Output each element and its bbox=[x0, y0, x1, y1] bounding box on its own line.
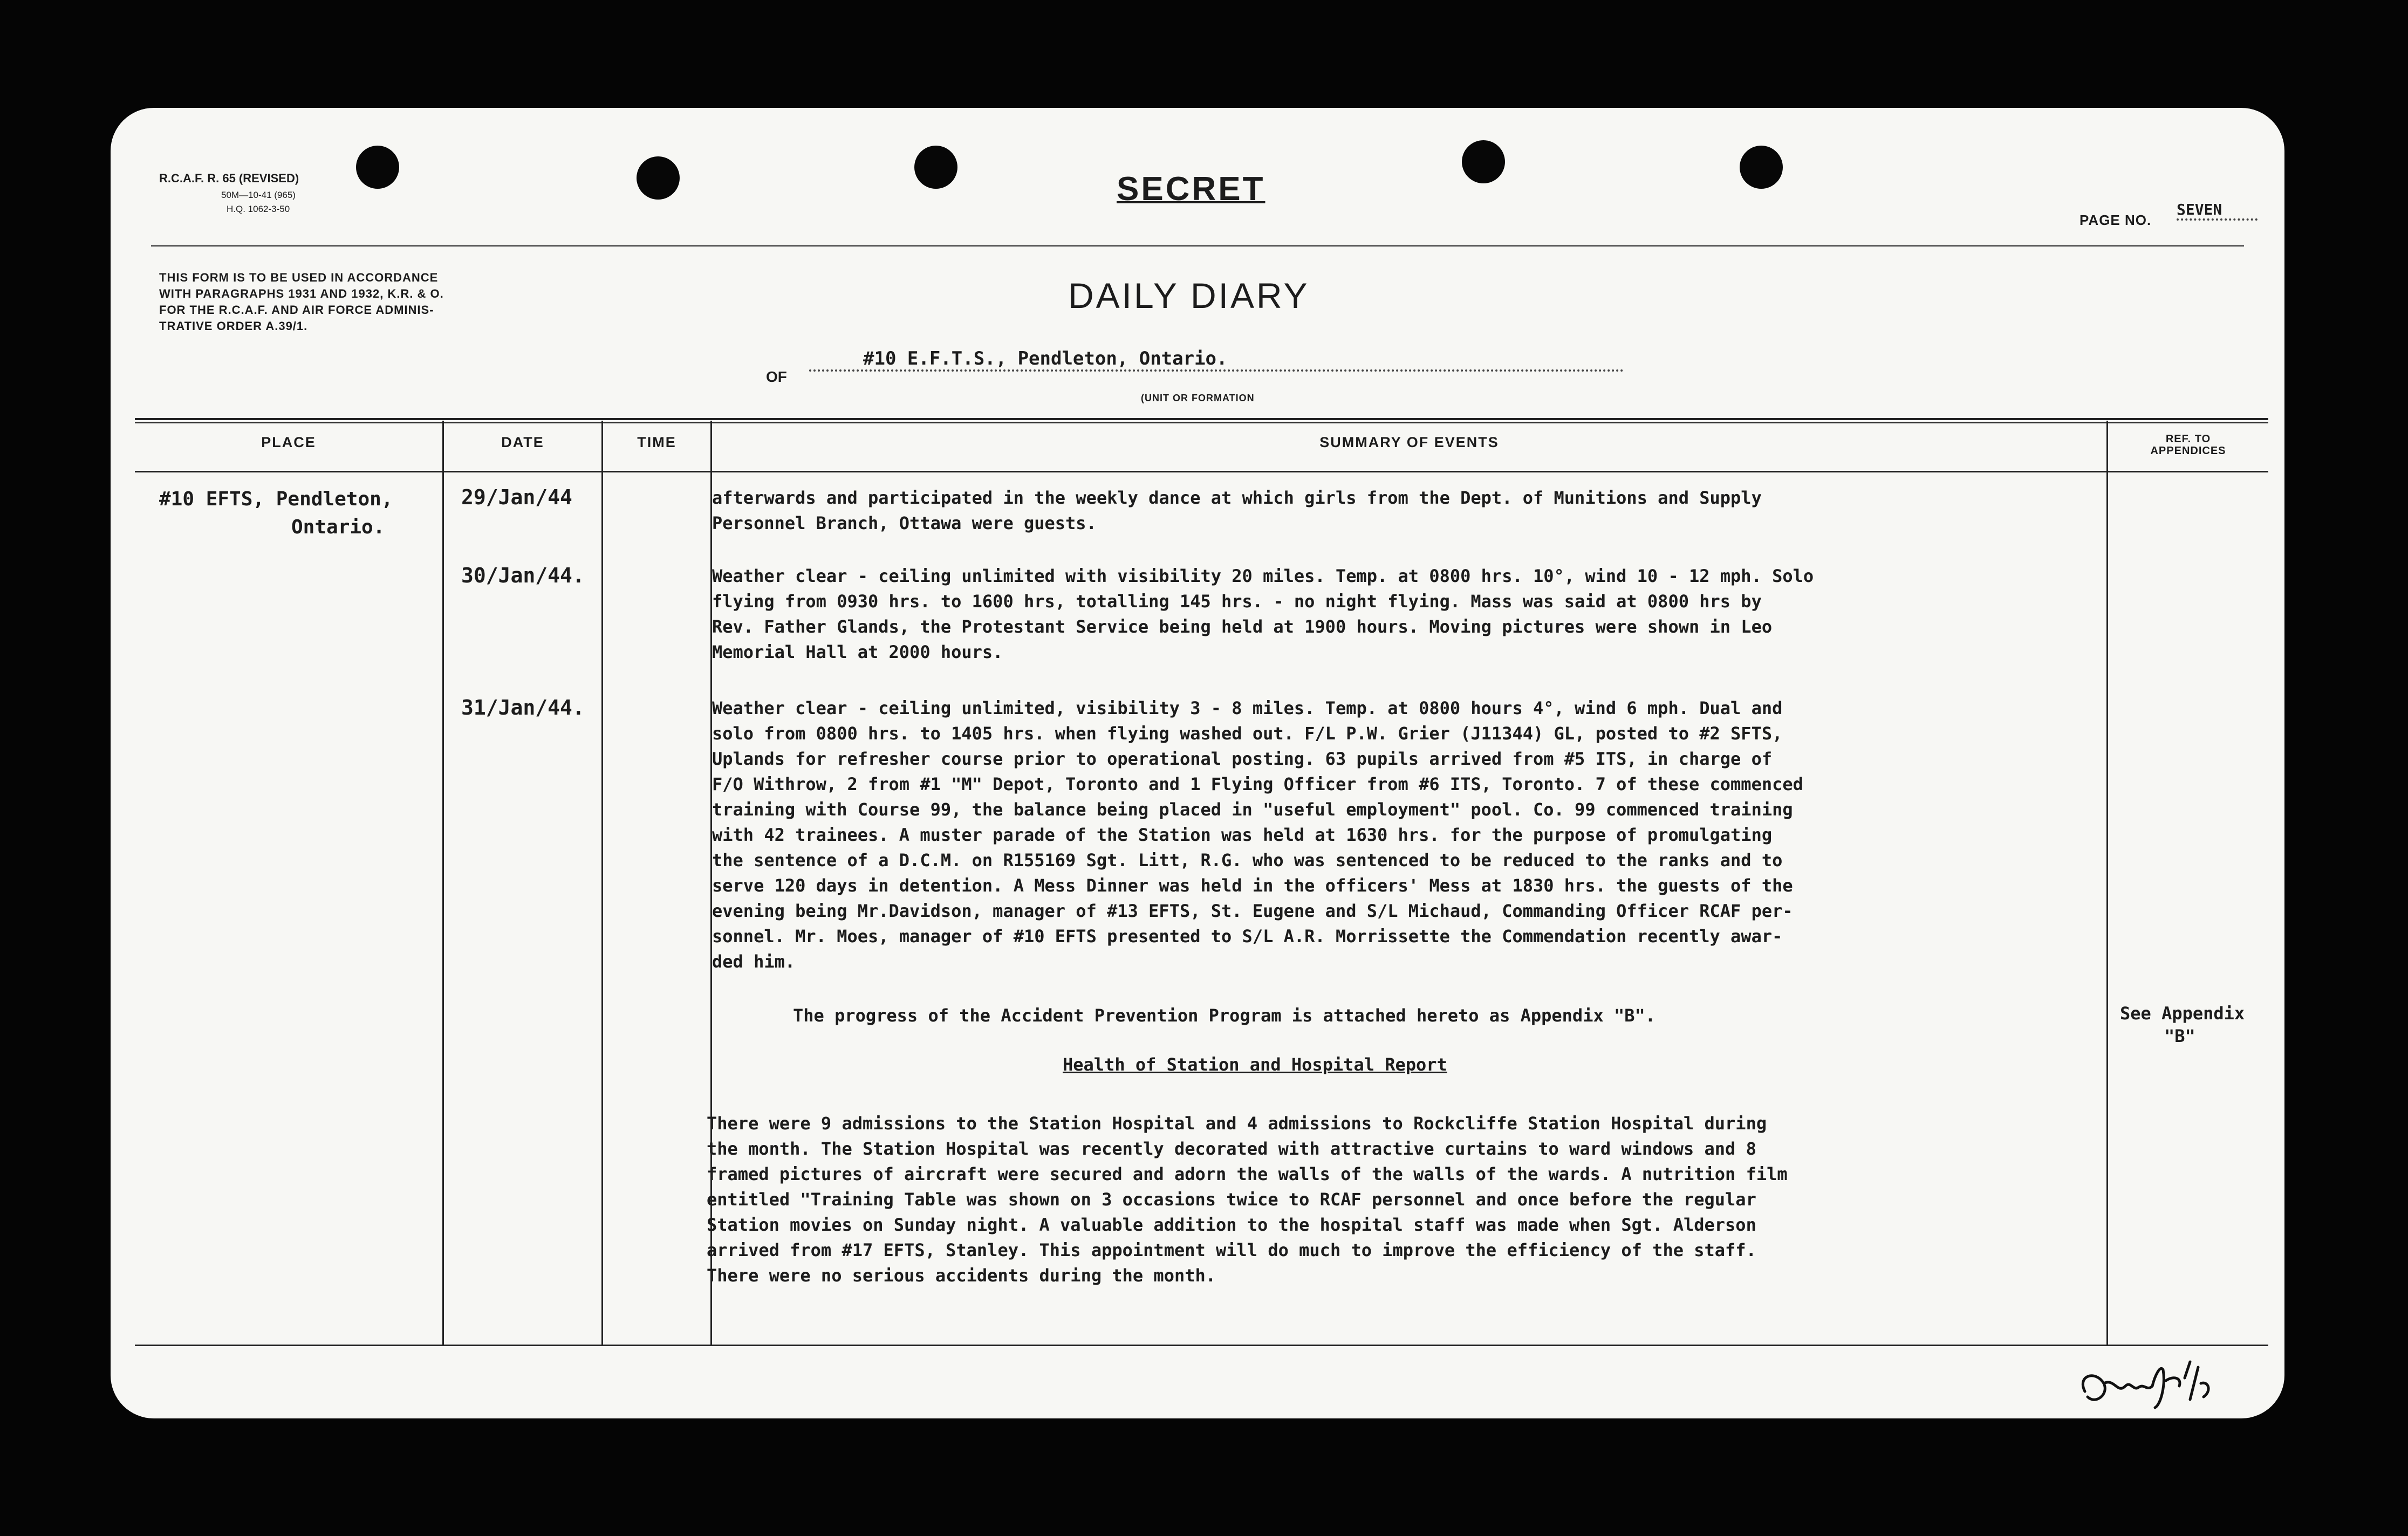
form-number: R.C.A.F. R. 65 (REVISED) bbox=[159, 172, 299, 185]
entry-jan31: Weather clear - ceiling unlimited, visibility 3 - 8 miles. Temp. at 0800 hours 4°, wind 6 mph. Dual and solo from 0800 hrs. to 1405 hrs. when flying washed out. F/L P.W. Grier (J11344) GL, posted to #2 SFTS, Uplands for refresher course prior to operational posting. 63 pupils arrived from #5 ITS, in charge of F/O Withrow, 2 from #1 "M" Depot, Toronto and 1 Flying Officer from #6 ITS, Toronto. 7 of these commenced training with Course 99, the balance being placed in "useful employment" pool. Co. 99 commenced training with 42 trainees. A muster parade of the Station was held at 1630 hrs. for the purpose of promulgating the sentence of a D.C.M. on R155169 Sgt. Litt, R.G. who was sentenced to be reduced to the ranks and to serve 120 days in detention. A Mess Dinner was held in the officers' Mess at 1830 hrs. the guests of the evening being Mr.Davidson, manager of #13 EFTS, St. Eugene and S/L Michaud, Commanding Officer RCAF per- sonnel. Mr. Moes, manager of #10 EFTS presented to S/L A.R. Morrissette the Commendation recently awar- ded him. bbox=[712, 698, 1803, 972]
diary-page bbox=[111, 108, 2284, 1418]
classification-stamp: SECRET bbox=[1117, 170, 1265, 208]
column-header-summary: SUMMARY OF EVENTS bbox=[1319, 434, 1499, 450]
entry-jan30: Weather clear - ceiling unlimited with visibility 20 miles. Temp. at 0800 hrs. 10°, wind 10 - 12 mph. Solo flying from 0930 hrs. to 1600 hrs, totalling 145 hrs. - no night flying. Mass was said at 0800 hrs by Rev. Father Glands, the Protestant Service being held at 1900 hours. Moving pictures were shown in Leo Memorial Hall at 2000 hours. bbox=[712, 566, 1814, 662]
entry-jan29: afterwards and participated in the weekly dance at which girls from the Dept. of Munitions and Supply Personnel Branch, Ottawa were guests. bbox=[712, 488, 1762, 533]
column-header-time: TIME bbox=[637, 434, 676, 450]
page-number-label: PAGE NO. bbox=[2079, 212, 2152, 228]
punch-hole bbox=[914, 146, 957, 189]
date-jan29: 29/Jan/44 bbox=[461, 485, 572, 509]
form-instructions: THIS FORM IS TO BE USED IN ACCORDANCE WITH PARAGRAPHS 1931 AND 1932, K.R. & O. FOR THE R.C.A.F. AND AIR FORCE ADMINIS- TRATIVE ORDER A.39/1. bbox=[159, 271, 444, 333]
column-header-place: PLACE bbox=[261, 434, 316, 450]
appendix-reference: See Appendix "B" bbox=[2120, 1003, 2245, 1046]
column-header-date: DATE bbox=[501, 434, 544, 450]
column-header-rule bbox=[135, 471, 2268, 472]
page-title: DAILY DIARY bbox=[1068, 276, 1310, 316]
handwritten-initials bbox=[2074, 1354, 2225, 1413]
form-hq-reference: H.Q. 1062-3-50 bbox=[227, 204, 290, 214]
entry-accident-prevention: The progress of the Accident Prevention Program is attached hereto as Appendix "B". bbox=[793, 1005, 1656, 1026]
unit-of-label: OF bbox=[766, 368, 787, 385]
unit-field: #10 E.F.T.S., Pendleton, Ontario. bbox=[809, 348, 1624, 372]
table-bottom-rule bbox=[135, 1345, 2268, 1346]
header-rule bbox=[151, 245, 2244, 246]
page-number-value: SEVEN bbox=[2177, 201, 2258, 221]
form-print-run: 50M—10-41 (965) bbox=[221, 190, 296, 200]
punch-hole bbox=[1740, 146, 1783, 189]
column-divider bbox=[2106, 421, 2108, 1346]
table-top-rule-inner bbox=[135, 422, 2268, 423]
column-header-appendices: REF. TO APPENDICES bbox=[2150, 433, 2226, 457]
date-jan31: 31/Jan/44. bbox=[461, 696, 585, 719]
unit-caption: (UNIT OR FORMATION bbox=[1141, 393, 1255, 403]
punch-hole bbox=[1462, 140, 1505, 183]
table-top-rule bbox=[135, 418, 2268, 420]
punch-hole bbox=[637, 156, 680, 200]
entry-health-report: There were 9 admissions to the Station Hospital and 4 admissions to Rockcliffe Station Hospital during the month. The Station Hospital was recently decorated with attractive curtains to ward windows and 8 framed pictures of aircraft were secured and adorn the walls of the walls of the wards. A nutrition film entitled "Training Table was shown on 3 occasions twice to RCAF personnel and once before the regular Station movies on Sunday night. A valuable addition to the hospital staff was made when Sgt. Alderson arrived from #17 EFTS, Stanley. This appointment will do much to improve the efficiency of the staff. There were no serious accidents during the month. bbox=[707, 1113, 1788, 1286]
place-cell: #10 EFTS, Pendleton, Ontario. bbox=[159, 488, 393, 538]
date-jan30: 30/Jan/44. bbox=[461, 564, 585, 587]
column-divider bbox=[601, 421, 603, 1346]
column-divider bbox=[442, 421, 444, 1346]
health-report-heading: Health of Station and Hospital Report bbox=[1063, 1054, 1447, 1075]
punch-hole bbox=[356, 146, 399, 189]
